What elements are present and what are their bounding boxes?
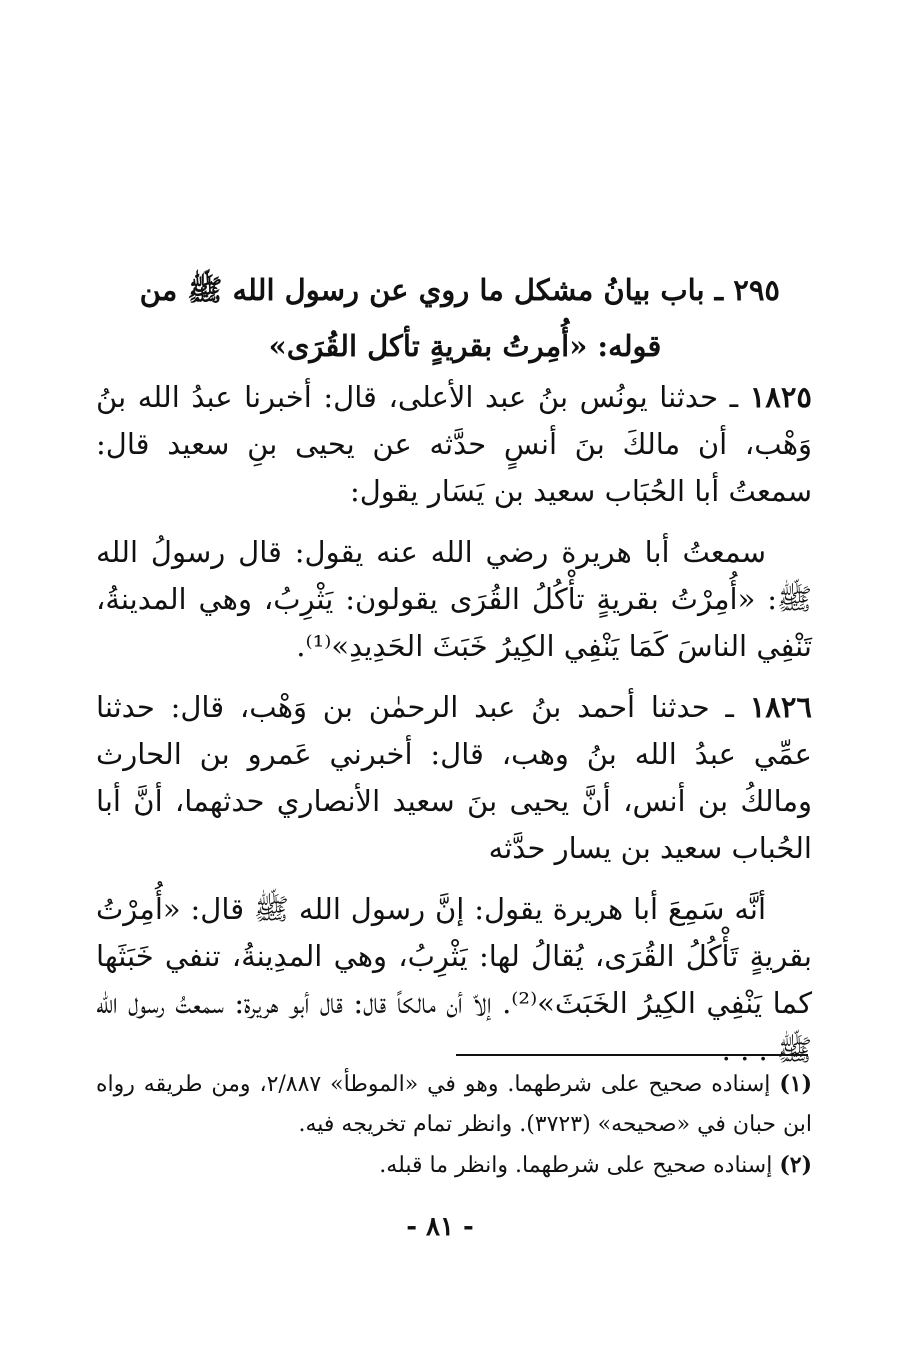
paragraph-hadith-1826 [96, 684, 812, 872]
footnote-2 [96, 1145, 812, 1186]
chapter-heading [139, 262, 780, 374]
footnote-marker: (٢) [779, 1152, 812, 1178]
hadith-number: ١٨٢٥ [749, 380, 812, 414]
body-text [96, 374, 812, 1088]
hadith-number: ١٨٢٦ [749, 690, 812, 724]
footnote-separator [456, 1054, 808, 1056]
paragraph-text: أنَّه سَمِعَ أبا هريرة يقول: إنَّ رسول الله ﷺ قال: «أُمِرْتُ بقريةٍ تَأْكُلُ القُرَى، يُقالُ لها: يَثْرِبُ، وهي المدِينةُ، تنفي خَبَثَها كما يَنْفِي الكِيرُ الخَبَثَ»⁽²⁾. إلاّ أن مالكاً قال: قال أبو هريرة: سمعتُ رسول الله ﷺ . . . [96, 892, 812, 1067]
footnote-text: إسناده صحيح على شرطهما. وانظر ما قبله. [379, 1153, 780, 1178]
paragraph-text: ـ حدثنا أحمد بنُ عبد الرحمٰن بن وَهْب، قال: حدثنا عمِّي عبدُ الله بنُ وهب، قال: أخبرني عَمرو بن الحارث ومالكُ بن أنس، أنَّ يحيى بنَ سعيد الأنصاري حدثهما، أنَّ أبا الحُباب سعيد بن يسار حدَّثه [96, 690, 812, 865]
paragraph-hadith-1826-matn [96, 886, 812, 1074]
page-number: - ٨١ - [406, 1212, 474, 1242]
footnotes [96, 1064, 812, 1186]
chapter-heading-line-1: ٢٩٥ ـ باب بيانُ مشكل ما روي عن رسول الله ﷺ من [139, 273, 780, 307]
paragraph-text: سمعتُ أبا هريرة رضي الله عنه يقول: قال رسولُ الله ﷺ: «أُمِرْتُ بقريةٍ تأْكُلُ القُرَى يقولون: يَثْرِبُ، وهي المدينةُ، تَنْفِي الناسَ كَمَا يَنْفِي الكِيرُ خَبَثَ الحَدِيدِ»⁽¹⁾. [96, 535, 812, 663]
paragraph-text: ـ حدثنا يونُس بنُ عبد الأعلى، قال: أخبرنا عبدُ الله بنُ وَهْب، أن مالكَ بنَ أنسٍ حدَّثه عن يحيى بنِ سعيد قال: سمعتُ أبا الحُبَاب سعيد بن يَسَار يقول: [96, 380, 812, 508]
paragraph-hadith-1825 [96, 374, 812, 515]
footnote-marker: (١) [779, 1071, 812, 1097]
footnote-text: إسناده صحيح على شرطهما. وهو في «الموطأ» ٢/٨٨٧، ومن طريقه رواه ابن حبان في «صحيحه» (٣٧٢٣). وانظر تمام تخريجه فيه. [96, 1072, 812, 1137]
footnote-1 [96, 1064, 812, 1145]
paragraph-hadith-1825-matn [96, 529, 812, 670]
chapter-heading-line-2: قوله: «أُمِرتُ بقريةٍ تأكل القُرَى» [268, 329, 662, 363]
